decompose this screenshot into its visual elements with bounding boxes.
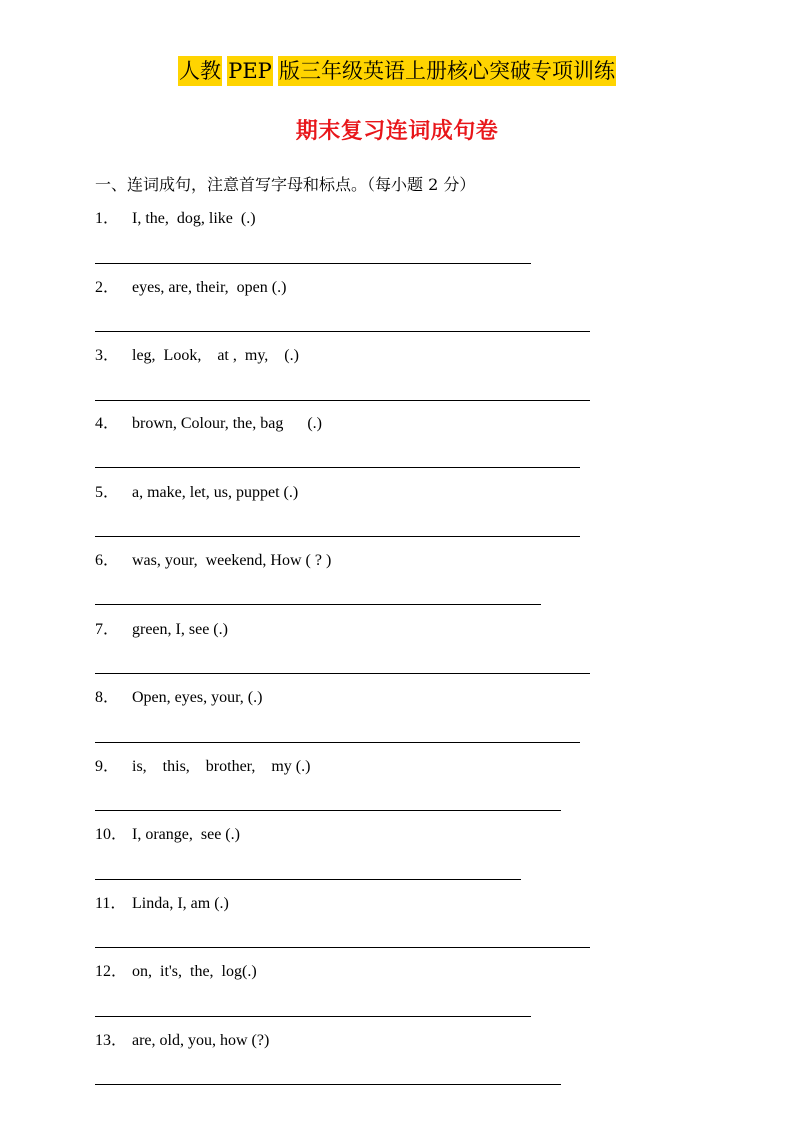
question-number: 13． — [95, 1032, 128, 1049]
question-words: I, orange, see (.) — [132, 826, 240, 843]
answer-line[interactable] — [95, 879, 521, 880]
series-title-part-pep: PEP — [227, 56, 273, 86]
question-number: 7． — [95, 621, 120, 638]
question-number: 12． — [95, 963, 128, 980]
question-words: green, I, see (.) — [132, 621, 228, 638]
question-words: leg, Look, at , my, (.) — [132, 347, 299, 364]
question-item — [95, 894, 229, 914]
worksheet-series-title — [0, 55, 794, 87]
question-number: 11． — [95, 895, 127, 912]
question-number: 1． — [95, 210, 120, 227]
answer-line[interactable] — [95, 331, 590, 332]
answer-line[interactable] — [95, 467, 580, 468]
answer-line[interactable] — [95, 810, 561, 811]
answer-line[interactable] — [95, 400, 590, 401]
answer-line[interactable] — [95, 604, 541, 605]
question-words: is, this, brother, my (.) — [132, 758, 311, 775]
question-words: are, old, you, how (?) — [132, 1032, 270, 1049]
question-number: 5． — [95, 484, 120, 501]
question-item — [95, 483, 298, 503]
question-words: eyes, are, their, open (.) — [132, 279, 287, 296]
question-item — [95, 825, 240, 845]
question-item — [95, 278, 286, 298]
question-words: on, it's, the, log(.) — [132, 963, 257, 980]
question-number: 6． — [95, 552, 120, 569]
answer-line[interactable] — [95, 263, 531, 264]
question-words: Open, eyes, your, (.) — [132, 689, 263, 706]
worksheet-title: 期末复习连词成句卷 — [295, 119, 499, 144]
answer-line[interactable] — [95, 673, 590, 674]
answer-line[interactable] — [95, 947, 590, 948]
question-words: Linda, I, am (.) — [132, 895, 229, 912]
question-number: 8． — [95, 689, 120, 706]
answer-line[interactable] — [95, 742, 580, 743]
section-instruction: 一、连词成句，注意首写字母和标点。（每小题 2 分） — [95, 175, 476, 194]
question-words: a, make, let, us, puppet (.) — [132, 484, 299, 501]
question-item — [95, 346, 299, 366]
question-item — [95, 209, 256, 229]
question-words: was, your, weekend, How ( ? ) — [132, 552, 332, 569]
question-item — [95, 757, 310, 777]
question-item — [95, 551, 331, 571]
series-title-part-grade: 版三年级英语上册核心突破专项训练 — [278, 56, 616, 86]
answer-line[interactable] — [95, 1016, 531, 1017]
question-item — [95, 962, 257, 982]
answer-line[interactable] — [95, 1084, 561, 1085]
question-words: I, the, dog, like (.) — [132, 210, 256, 227]
question-number: 3． — [95, 347, 120, 364]
question-item — [95, 688, 262, 708]
question-number: 10． — [95, 826, 128, 843]
question-number: 2． — [95, 279, 120, 296]
question-number: 4． — [95, 415, 120, 432]
question-words: brown, Colour, the, bag (.) — [132, 415, 322, 432]
question-item — [95, 414, 322, 434]
question-item — [95, 1031, 269, 1051]
question-item — [95, 620, 228, 640]
question-number: 9． — [95, 758, 120, 775]
series-title-part-publisher: 人教 — [178, 56, 222, 86]
answer-line[interactable] — [95, 536, 580, 537]
